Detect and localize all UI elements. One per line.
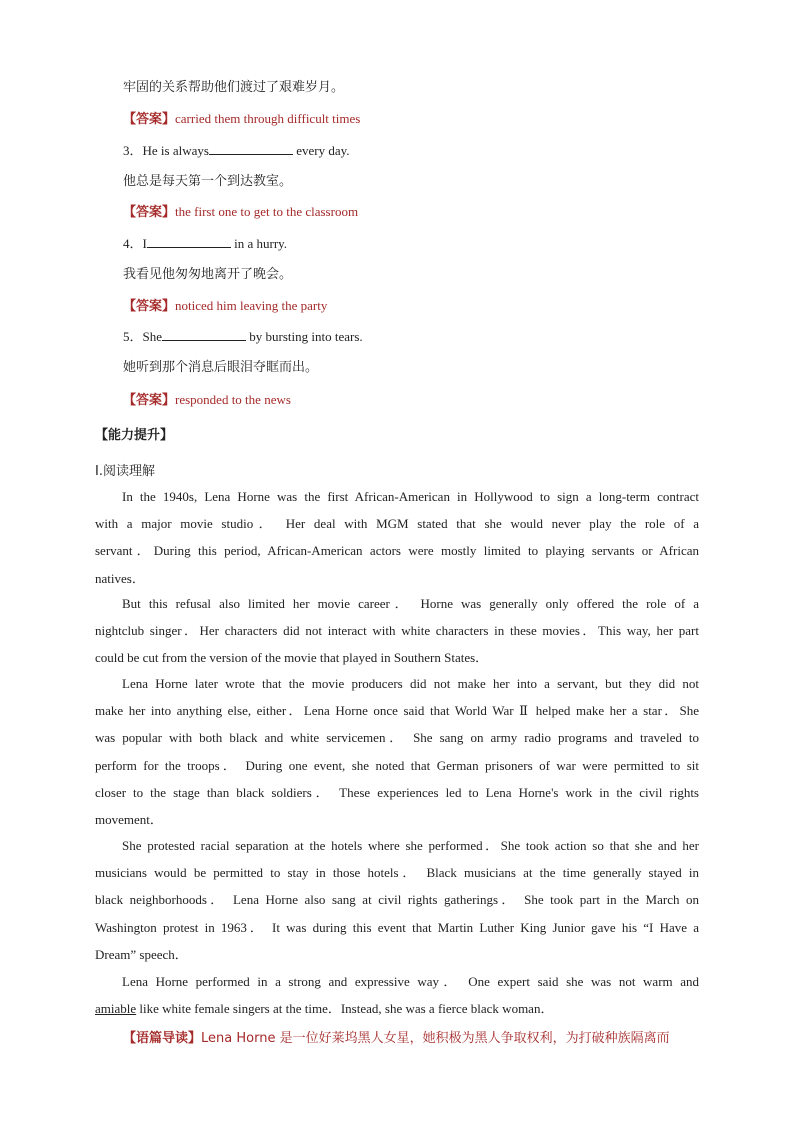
passage-line: Lena Horne performed in a strong and expressive way． One expert said she was not warm and [122,974,699,989]
passage-line: could be cut from the version of the movie that played in Southern States． [95,650,489,666]
passage-line: In the 1940s, Lena Horne was the first African-American in Hollywood to sign a long-term contract [122,489,699,504]
question-suffix: by bursting into tears. [246,329,363,344]
question-5 [123,328,363,346]
passage-line: was popular with both black and white servicemen． She sang on army radio programs and traveled to [95,730,699,746]
intro-chinese: 牢固的关系帮助他们渡过了艰难岁月。 [123,80,345,95]
passage-line [95,995,699,1022]
question-prefix: She [142,329,163,344]
passage-line: movement． [95,812,163,828]
question-4-chinese: 我看见他匆匆地离开了晚会。 [123,267,293,282]
answer-tag: 【答案】 [123,205,176,220]
answer-tag: 【答案】 [123,393,176,408]
answer-text: carried them through difficult times [175,111,361,126]
section-subtitle: Ⅰ.阅读理解 [95,464,155,479]
passage-paragraph-1 [95,483,699,592]
passage-paragraph-4 [95,832,699,968]
question-suffix: in a hurry. [230,236,288,251]
answer-text: the first one to get to the classroom [175,204,359,219]
question-3 [123,142,350,160]
passage-line: Lena Horne later wrote that the movie producers did not make her into a servant, but they did not [122,676,699,691]
passage-paragraph-5 [95,968,699,1022]
answer-text: responded to the news [175,392,291,407]
passage-line: Washington protest in 1963． It was during this event that Martin Luther King Junior gave his “I Have a [95,919,699,935]
fill-blank [162,328,246,341]
reading-guide [123,1027,670,1046]
fill-blank [209,142,293,155]
passage-line: But this refusal also limited her movie career． Horne was generally only offered the role of a [122,596,699,611]
answer-4 [123,297,327,316]
passage-line: nightclub singer．Her characters did not interact with white characters in these movies．This way, her part [95,623,699,639]
question-suffix: every day. [292,143,350,158]
passage-line: black neighborhoods． Lena Horne also sang at civil rights gatherings． She took part in the March on [95,892,699,908]
answer-tag: 【答案】 [123,112,176,127]
passage-paragraph-3 [95,670,699,833]
passage-line: make her into anything else, either．Lena Horne once said that World War Ⅱ helped make her a star．She [95,703,699,719]
question-number: 5． [123,329,143,344]
question-prefix: I [142,236,147,251]
passage-line: natives． [95,570,145,586]
guide-tag: 【语篇导读】 [123,1031,202,1046]
question-number: 4． [123,236,143,251]
passage-line-rest: like white female singers at the time．Instead, she was a fierce black woman． [136,1001,554,1017]
passage-line: Dream” speech． [95,946,188,962]
question-5-chinese: 她听到那个消息后眼泪夺眶而出。 [123,360,319,375]
question-prefix: He is always [142,143,209,158]
question-number: 3． [123,143,143,158]
answer-text: noticed him leaving the party [175,298,328,313]
question-3-chinese: 他总是每天第一个到达教室。 [123,174,293,189]
answer-1 [123,110,360,129]
passage-line: with a major movie studio． Her deal with MGM stated that she would never play the role of a [95,516,699,532]
section-title: 【能力提升】 [95,428,174,443]
passage-line: servant．During this period, African-American actors were mostly limited to playing servants or African [95,543,699,559]
underlined-word: amiable [95,1001,137,1017]
guide-text: Lena Horne 是一位好莱坞黑人女星，她积极为黑人争取权利，为打破种族隔离而 [201,1031,670,1046]
question-4 [123,235,287,253]
passage-line: She protested racial separation at the hotels where she performed．She took action so that she and her [122,838,699,853]
answer-tag: 【答案】 [123,299,176,314]
answer-3 [123,203,358,222]
passage-paragraph-2 [95,590,699,672]
fill-blank [147,235,231,248]
passage-line: musicians would be permitted to stay in those hotels． Black musicians at the time generally stayed in [95,865,699,881]
passage-line: closer to the stage than black soldiers． These experiences led to Lena Horne's work in the civil rights [95,784,699,800]
passage-line: perform for the troops． During one event, she noted that German prisoners of war were permitted to sit [95,757,699,773]
answer-5 [123,391,291,410]
